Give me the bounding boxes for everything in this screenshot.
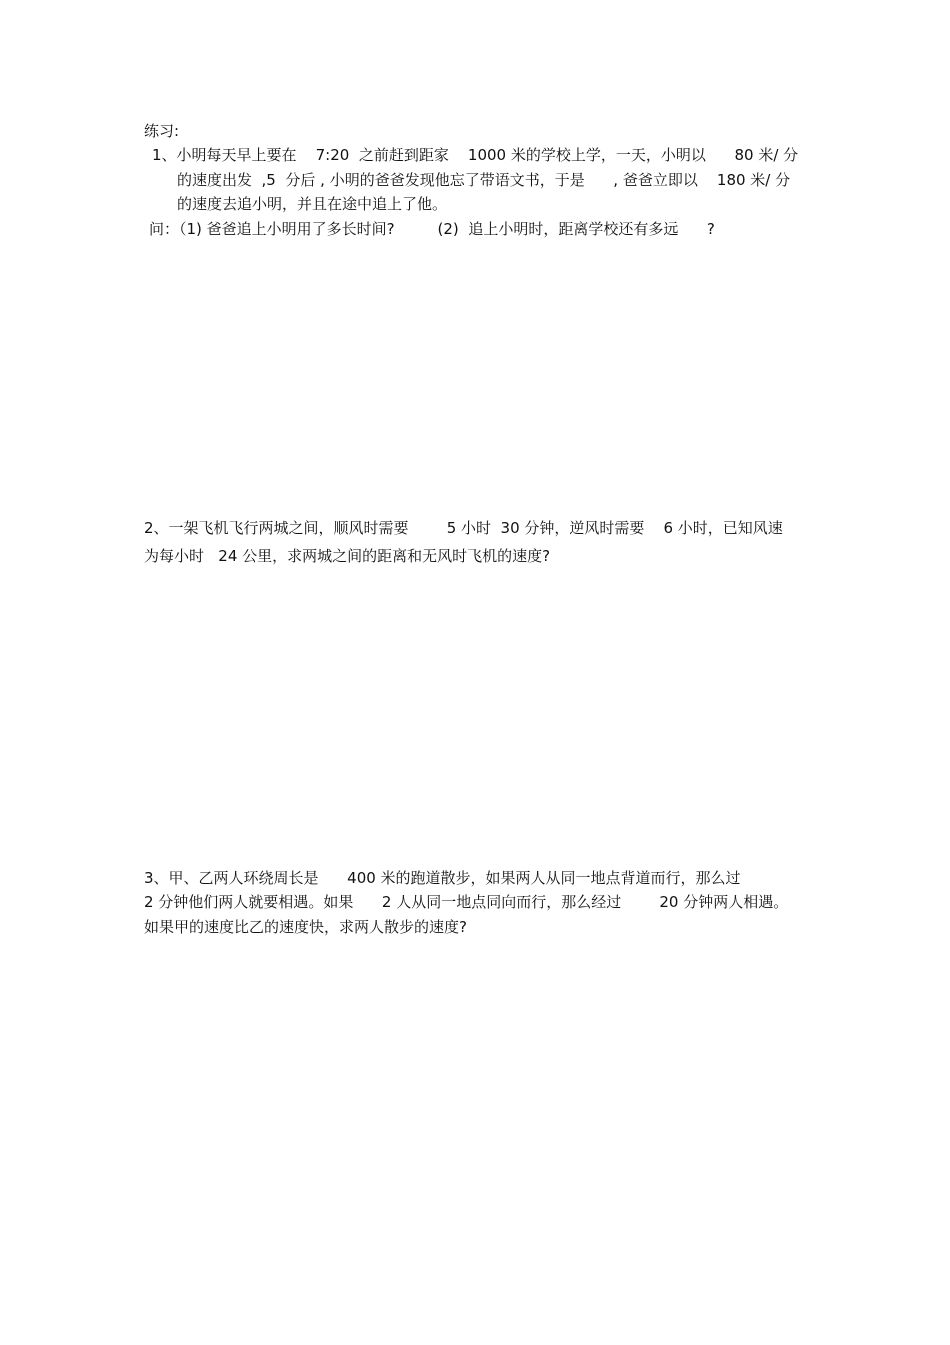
question-3-line-1: 3、甲、乙两人环绕周长是 400 米的跑道散步，如果两人从同一地点背道而行，那么过 [144,869,741,887]
question-3-line-3: 如果甲的速度比乙的速度快，求两人散步的速度? [144,918,467,936]
question-1-line-2: 的速度出发 ,5 分后 , 小明的爸爸发现他忘了带语文书，于是 , 爸爸立即以 180 米/ 分 [177,171,791,189]
heading: 练习: [144,122,180,140]
question-1-line-1: 1、小明每天早上要在 7:20 之前赶到距家 1000 米的学校上学，一天，小明以 80 米/ 分 [152,146,799,164]
question-1-subquestions: 问：（1) 爸爸追上小明用了多长时间? (2) 追上小明时，距离学校还有多远 ? [149,220,715,238]
question-3-line-2: 2 分钟他们两人就要相遇。如果 2 人从同一地点同向而行，那么经过 20 分钟两人相遇。 [144,893,789,911]
question-1-line-3: 的速度去追小明，并且在途中追上了他。 [177,195,448,213]
question-2-line-1: 2、一架飞机飞行两城之间，顺风时需要 5 小时 30 分钟，逆风时需要 6 小时，已知风速 [144,519,783,537]
question-2-line-2: 为每小时 24 公里，求两城之间的距离和无风时飞机的速度? [144,547,551,565]
